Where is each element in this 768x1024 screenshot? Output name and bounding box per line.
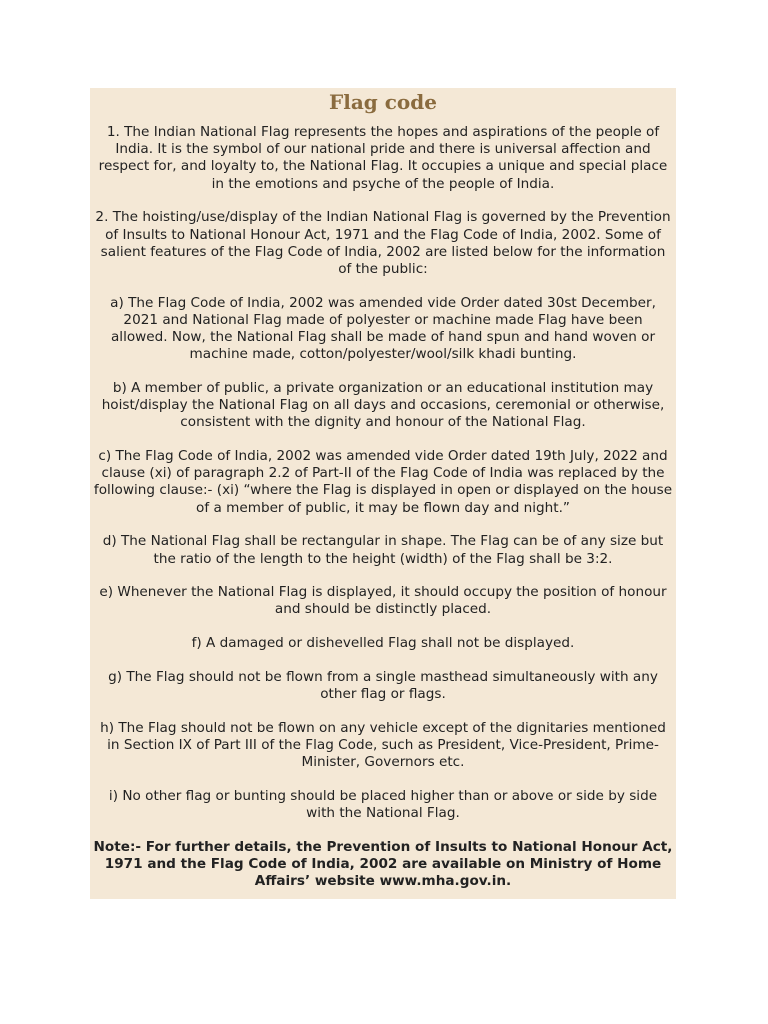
clause-a: a) The Flag Code of India, 2002 was amended vide Order dated 30st December, 2021 and National Flag made of polyester or machine made Flag have been allowed. Now, the National Flag shall be made of hand spun and hand woven or machine made, cotton/polyester/wool/silk khadi bunting. [110,294,656,363]
clause-f: f) A damaged or dishevelled Flag shall not be displayed. [191,635,575,652]
clause-h: h) The Flag should not be flown on any vehicle except of the dignitaries mentioned in Section IX of Part III of the Flag Code, such as President, Vice-President, Prime-Minister, Governors etc. [100,719,666,771]
flag-code-panel [90,88,676,899]
clause-d: d) The National Flag shall be rectangular in shape. The Flag can be of any size but the ratio of the length to the height (width) of the Flag shall be 3:2. [102,533,664,567]
clause-e: e) Whenever the National Flag is displayed, it should occupy the position of honour and should be distinctly placed. [99,584,667,618]
clause-c: c) The Flag Code of India, 2002 was amended vide Order dated 19th July, 2022 and clause (xi) of paragraph 2.2 of Part-II of the Flag Code of India was replaced by the following clause:- (xi) “where the Flag is displayed in open or displayed on the house of a member of public, it may be flown day and night.” [93,448,673,516]
paragraph-2: 2. The hoisting/use/display of the Indian National Flag is governed by the Prevention of Insults to National Honour Act, 1971 and the Flag Code of India, 2002. Some of salient features of the Flag Code of India, 2002 are listed below for the information of the public: [95,209,671,277]
clause-i: i) No other flag or bunting should be placed higher than or above or side by side with the National Flag. [108,787,658,822]
note-paragraph: Note:- For further details, the Prevention of Insults to National Honour Act, 1971 and the Flag Code of India, 2002 are available on Ministry of Home Affairs’ website www.mha.gov.in. [93,838,673,890]
page-title: Flag code [329,90,437,114]
paragraph-1: 1. The Indian National Flag represents the hopes and aspirations of the people of India. It is the symbol of our national pride and there is universal affection and respect for, and loyalty to, the National Flag. It occupies a unique and special place in the emotions and psyche of the people of India. [98,124,668,192]
clause-g: g) The Flag should not be flown from a single masthead simultaneously with any other flag or flags. [108,668,658,703]
clause-b: b) A member of public, a private organization or an educational institution may hoist/display the National Flag on all days and occasions, ceremonial or otherwise, consistent with the dignity and honour of the National Flag. [101,379,665,431]
